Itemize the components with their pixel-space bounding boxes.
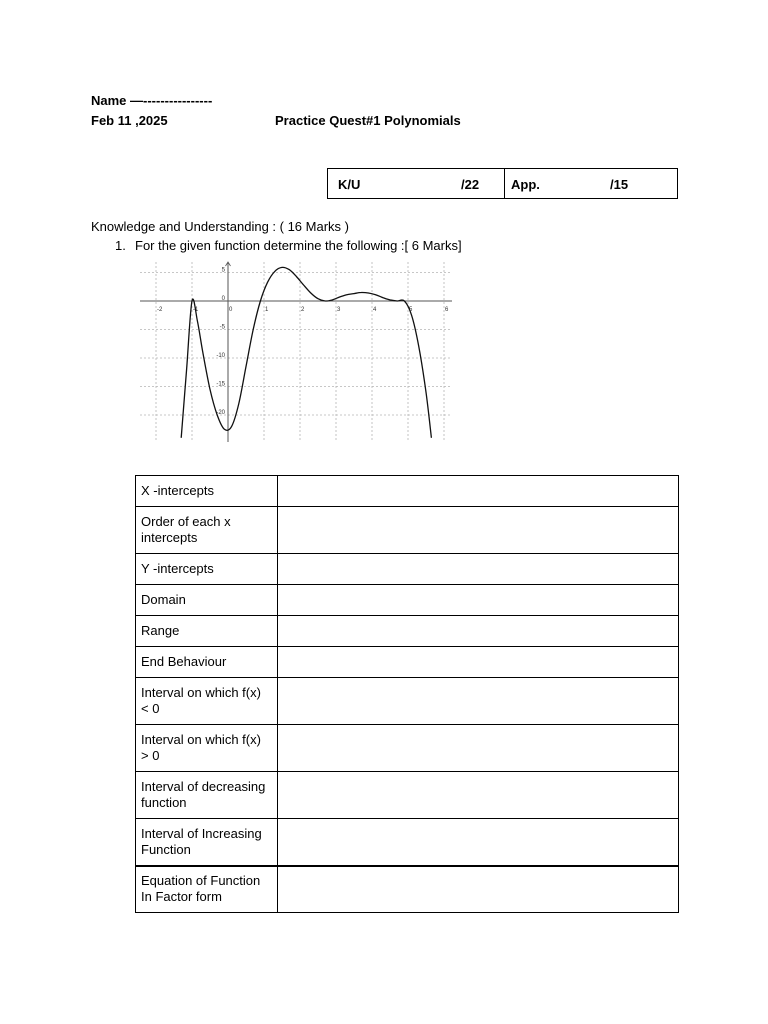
- app-label: App.: [511, 177, 540, 192]
- table-row: [136, 725, 679, 772]
- x-tick-label: 2: [301, 307, 305, 313]
- row-label: Interval of decreasing function: [136, 772, 278, 819]
- row-label: Equation of Function In Factor form: [136, 866, 278, 913]
- table-row: [136, 819, 679, 866]
- polynomial-graph: [140, 258, 455, 444]
- answer-cell[interactable]: [278, 725, 679, 772]
- row-label: Interval of Increasing Function: [136, 819, 278, 866]
- page-title: Practice Quest#1 Polynomials: [275, 113, 461, 128]
- table-row: [136, 507, 679, 554]
- table-row: [136, 616, 679, 647]
- table-row: [136, 772, 679, 819]
- table-row: [136, 866, 679, 913]
- answer-cell[interactable]: [278, 647, 679, 678]
- table-row: [136, 554, 679, 585]
- answer-cell[interactable]: [278, 772, 679, 819]
- answer-cell[interactable]: [278, 678, 679, 725]
- x-tick-label: 0: [229, 307, 233, 313]
- row-label: Y -intercepts: [136, 554, 278, 585]
- x-tick-label: 6: [445, 307, 449, 313]
- row-label: End Behaviour: [136, 647, 278, 678]
- answer-cell[interactable]: [278, 507, 679, 554]
- y-tick-label: 0: [221, 296, 225, 302]
- answer-cell[interactable]: [278, 616, 679, 647]
- row-label: X -intercepts: [136, 476, 278, 507]
- ku-total: /22: [461, 177, 480, 192]
- quiz-date: Feb 11 ,2025: [91, 113, 168, 128]
- question-number: 1.: [115, 238, 126, 253]
- y-tick-label: -10: [216, 353, 225, 359]
- row-label: Order of each x intercepts: [136, 507, 278, 554]
- y-tick-label: -20: [216, 410, 225, 416]
- question-text: For the given function determine the following :[ 6 Marks]: [135, 238, 462, 253]
- row-label: Range: [136, 616, 278, 647]
- score-box: [327, 168, 678, 199]
- x-tick-label: 1: [265, 307, 269, 313]
- answer-cell[interactable]: [278, 585, 679, 616]
- row-label: Interval on which f(x) < 0: [136, 678, 278, 725]
- row-label: Interval on which f(x) > 0: [136, 725, 278, 772]
- y-tick-label: -15: [216, 381, 225, 388]
- app-total: /15: [610, 177, 629, 192]
- section-heading: Knowledge and Understanding : ( 16 Marks ): [91, 219, 349, 234]
- answer-cell[interactable]: [278, 476, 679, 507]
- x-tick-label: -1: [193, 307, 199, 313]
- y-tick-label: 5: [221, 267, 225, 274]
- app-score-cell[interactable]: [505, 169, 677, 198]
- question-1: [115, 238, 462, 253]
- x-tick-label: 3: [337, 307, 341, 313]
- name-field-label: Name —----------------: [91, 93, 213, 108]
- table-row: [136, 476, 679, 507]
- x-tick-label: 4: [373, 307, 377, 313]
- answer-table: [135, 475, 679, 913]
- answer-cell[interactable]: [278, 866, 679, 913]
- table-row: [136, 585, 679, 616]
- x-tick-label: -2: [157, 307, 163, 313]
- answer-cell[interactable]: [278, 819, 679, 866]
- row-label: Domain: [136, 585, 278, 616]
- answer-cell[interactable]: [278, 554, 679, 585]
- ku-score-cell[interactable]: [328, 169, 505, 198]
- y-tick-label: -5: [219, 324, 225, 331]
- table-row: [136, 647, 679, 678]
- table-row: [136, 678, 679, 725]
- ku-label: K/U: [338, 177, 361, 192]
- x-tick-label: 5: [409, 307, 413, 313]
